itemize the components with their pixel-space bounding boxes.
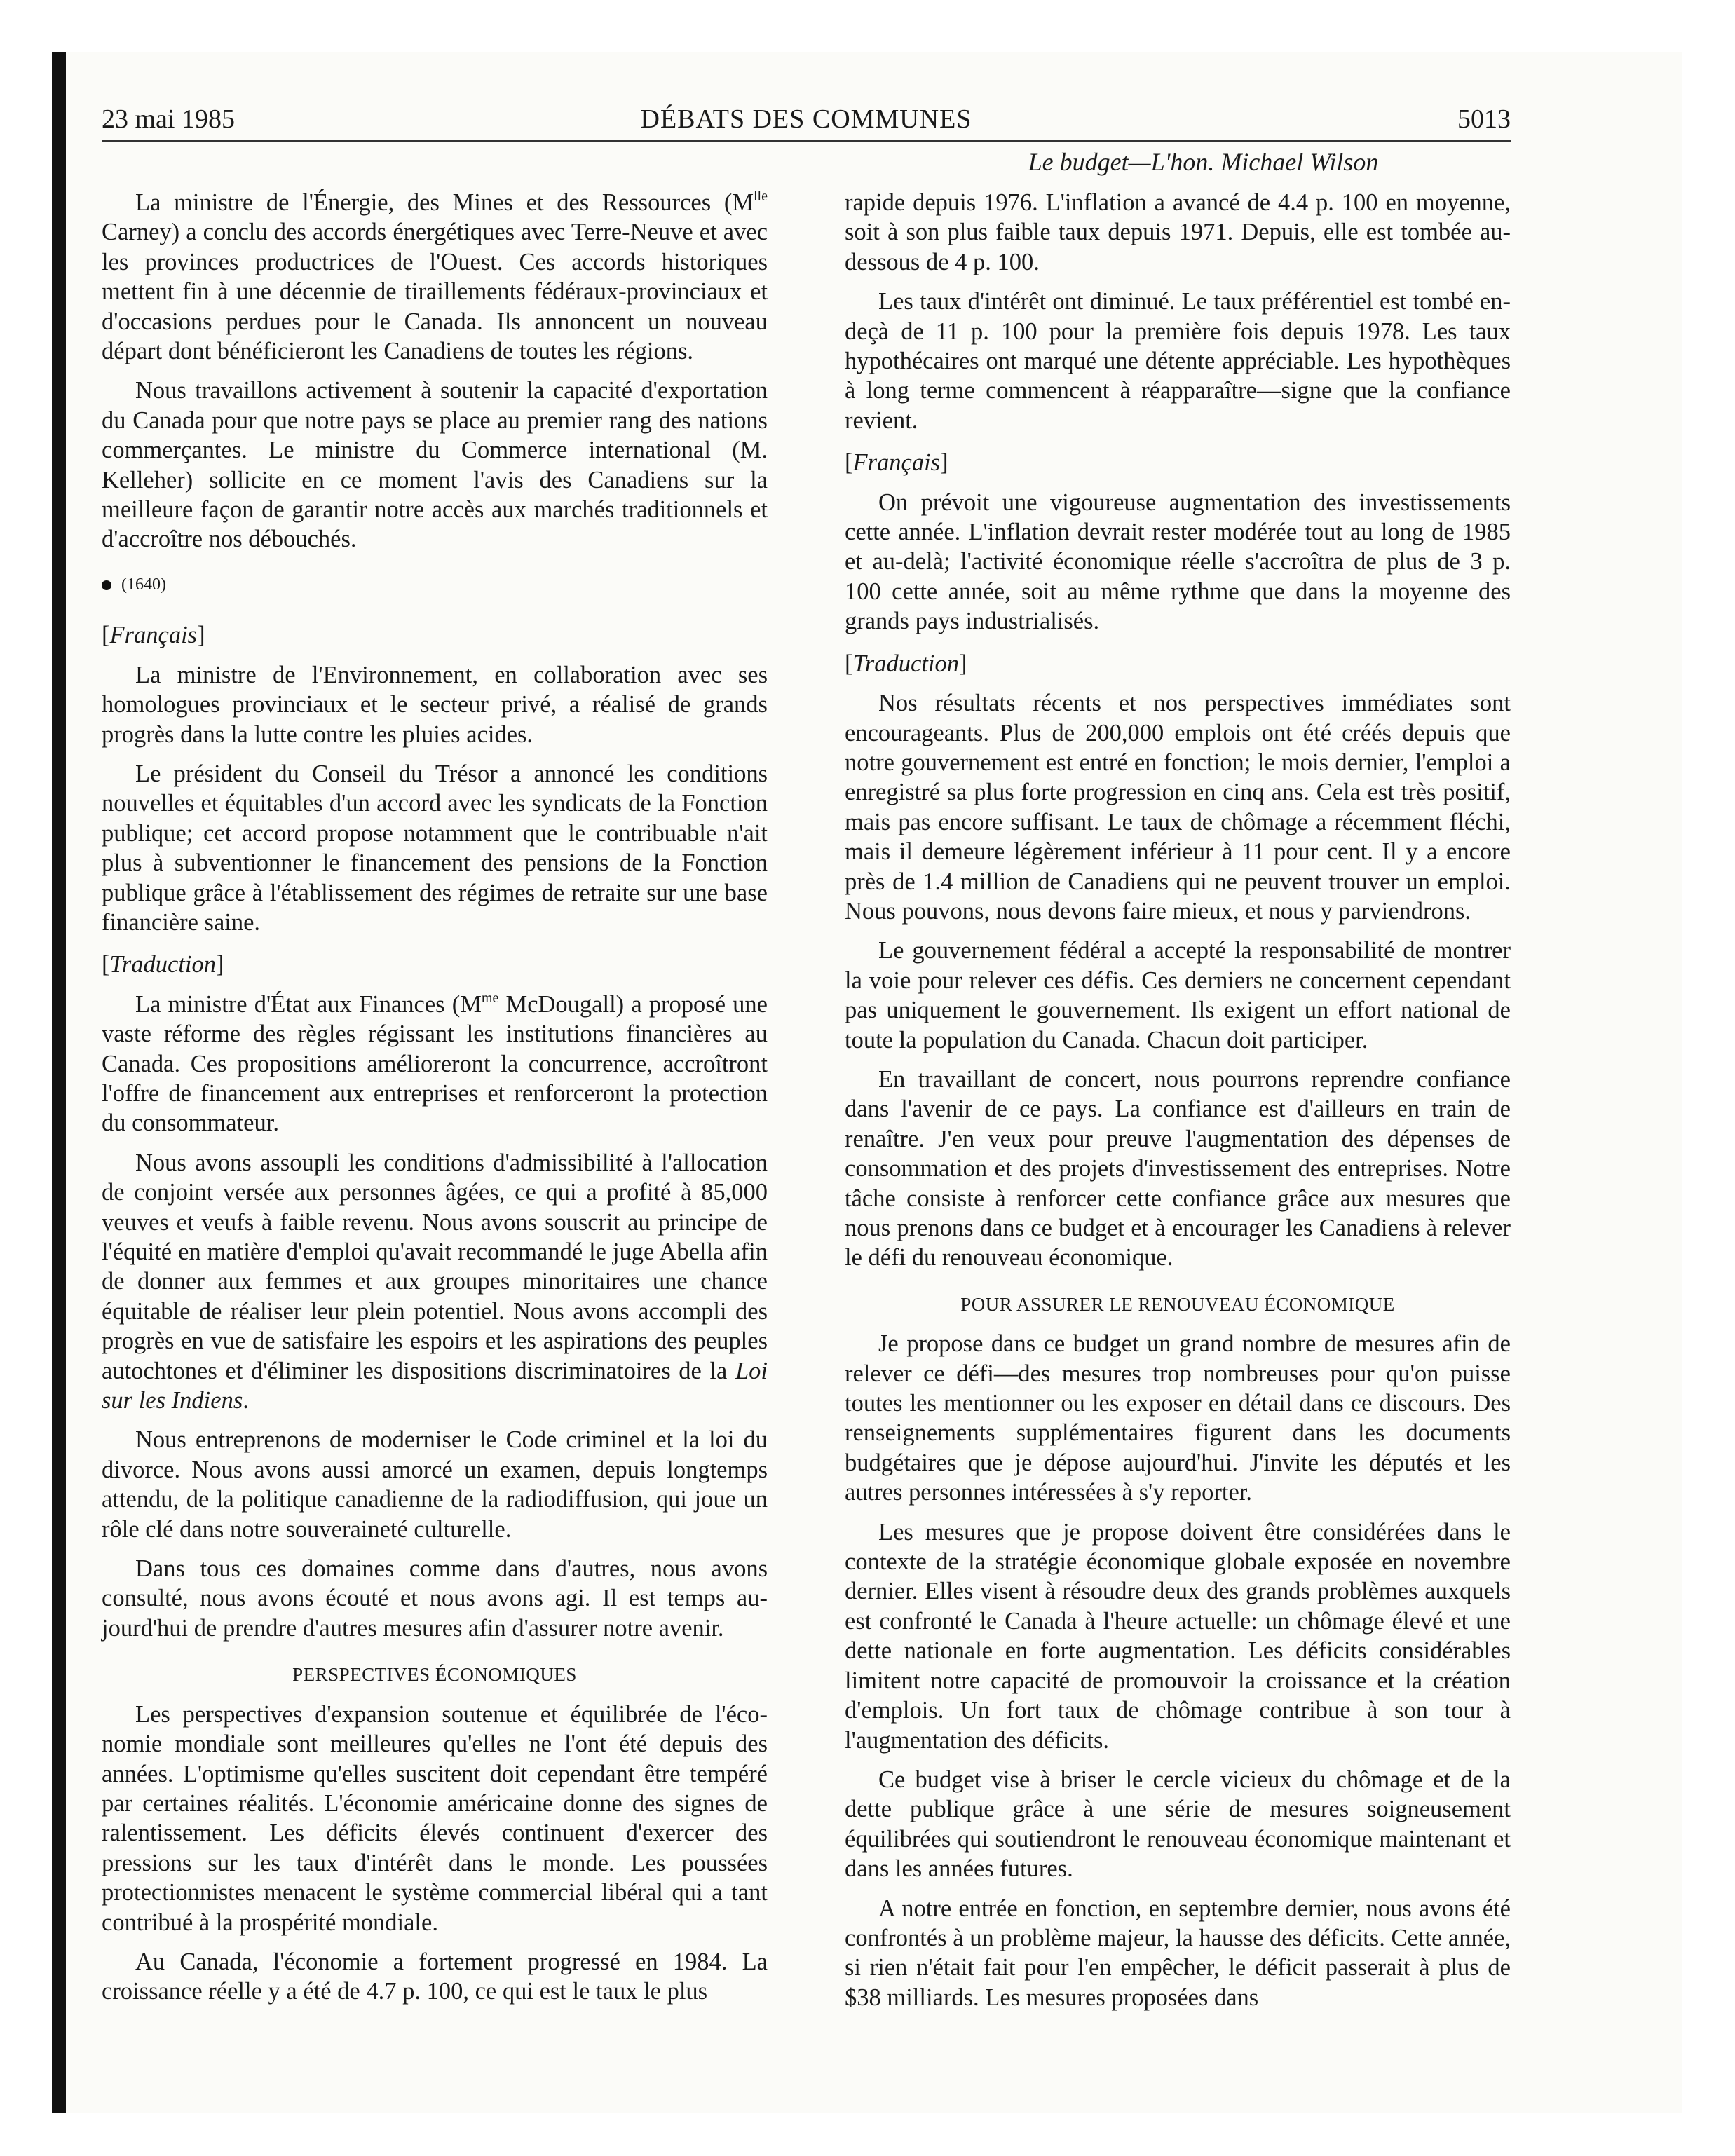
language-tag: [Traduction]	[845, 650, 967, 677]
bullet-icon	[102, 580, 111, 590]
paragraph: Nous avons assoupli les conditions d'admissibilité à l'allocation de conjoint versée aux personnes âgées, ce qui a profité à 85,000 veuves et veufs à faible revenu. Nous avons souscrit au principe de l'équité en matière d'emploi qu'avait recommandé le juge Abella afin de donner aux femmes et aux groupes minoritaires une chance équitable de réaliser leur plein potentiel. Nous avons accompli des progrès en vue de satisfaire les espoirs et les aspirations des peuples autochtones et d'éliminer les dispositions discriminatoires de la Loi sur les Indiens.	[102, 1149, 768, 1414]
paragraph: Dans tous ces domaines comme dans d'autres, nous avons consulté, nous avons écouté et nous avons agi. Il est temps aujourd'hui de prendre d'autres mesures afin d'assurer notre avenir.	[102, 1555, 768, 1642]
header-title: DÉBATS DES COMMUNES	[640, 104, 972, 134]
language-tag: [Traduction]	[102, 951, 224, 978]
timestamp: (1640)	[102, 570, 768, 599]
paragraph: Nous travaillons activement à soutenir la capacité d'exportation du Canada pour que notre pays se place au premier rang des nations commerçantes. Le ministre du Commerce international (M. Kelleher) sollicite en ce moment l'avis des Canadiens sur la meilleure façon de garantir notre accès aux marchés traditionnels et d'accroître nos débouchés.	[102, 377, 768, 553]
paragraph: A notre entrée en fonction, en septembre dernier, nous avons été confrontés à un problème majeur, la hausse des déficits. Cette année, si rien n'était fait pour l'en empêcher, le déficit passerait à plus de $38 milliards. Les mesures proposées dans	[845, 1895, 1511, 2011]
paragraph: La ministre de l'Environnement, en collaboration avec ses homologues provinciaux et le secteur privé, a réalisé de grands progrès dans la lutte contre les pluies acides.	[102, 661, 768, 748]
section-heading: POUR ASSURER LE RENOUVEAU ÉCONOMIQUE	[960, 1293, 1395, 1315]
scan-margin	[0, 0, 52, 2156]
paragraph: Les perspectives d'expansion soutenue et équilibrée de l'économie mondiale sont meilleures qu'elles ne l'ont été depuis des années. L'optimisme qu'elles suscitent doit cependant être tempéré par certaines réalités. L'économie américaine donne des signes de ralentissement. Les déficits élevés continuent d'exercer des pressions sur les taux d'intérêt dans le monde. Les poussées protectionnistes menacent le système commercial libéral qui a tant contribué à la prospérité mondiale.	[102, 1700, 768, 1936]
paragraph: Nous entreprenons de moderniser le Code criminel et la loi du divorce. Nous avons aussi amorcé un examen, depuis longtemps attendu, de la politique canadienne de la radiodiffusion, qui joue un rôle clé dans notre souveraineté culturelle.	[102, 1426, 768, 1543]
paragraph: Ce budget vise à briser le cercle vicieux du chômage et de la dette publique grâce à une série de mesures soigneusement équilibrées qui soutiendront le renouveau économique maintenant et dans les années futures.	[845, 1766, 1511, 1883]
paragraph: La ministre d'État aux Finances ($M^{me}$ McDougall) a proposé une vaste réforme des règles régissant les institutions financières au Canada. Ces propositions amélioreront la concurrence, accroîtront l'offre de financement aux entreprises et renforceront la protection du consommateur.	[102, 990, 768, 1137]
language-tag: [Français]	[102, 622, 205, 649]
paragraph: Les mesures que je propose doivent être considérées dans le contexte de la stratégie économique globale exposée en novembre dernier. Elles visent à résoudre deux des grands problèmes auxquels est confronté le Canada à l'heure actuelle: un chômage élevé et une dette nationale en forte augmentation. Les déficits considérables limitent notre capacité de promouvoir la croissance et la création d'emplois. Un fort taux de chômage contribue à son tour à l'augmentation des déficits.	[845, 1518, 1511, 1754]
section-heading: PERSPECTIVES ÉCONOMIQUES	[292, 1664, 577, 1686]
header-page-number: 5013	[1457, 104, 1511, 134]
paragraph: Au Canada, l'économie a fortement progressé en 1984. La croissance réelle y a été de 4.7 p. 100, ce qui est le taux le plus	[102, 1948, 768, 2005]
paragraph: Les taux d'intérêt ont diminué. Le taux préférentiel est tombé en-deçà de 11 p. 100 pour la première fois depuis 1978. Les taux hypothécaires ont marqué une détente appréciable. Les hypothèques à long terme commencent à réapparaître—signe que la confiance revient.	[845, 288, 1511, 434]
paragraph: rapide depuis 1976. L'inflation a avancé de 4.4 p. 100 en moyenne, soit à son plus faible taux depuis 1971. Depuis, elle est tombée au-dessous de 4 p. 100.	[845, 189, 1511, 275]
paragraph: Le gouvernement fédéral a accepté la responsabilité de montrer la voie pour relever ces défis. Ces derniers ne concernent cependant pas uniquement le gouvernement. Ils exigent un effort national de toute la population du Canada. Chacun doit participer.	[845, 937, 1511, 1053]
language-tag: [Français]	[845, 449, 948, 477]
page-header	[102, 98, 1511, 142]
running-head: Le budget—L'hon. Michael Wilson	[1028, 148, 1379, 176]
paragraph: Nos résultats récents et nos perspectives immédiates sont encourageants. Plus de 200,000 emplois ont été créés depuis que notre gouvernement est entré en fonction; le mois dernier, l'emploi a enregistré sa plus forte progression en cinq ans. Cela est très positif, mais pas encore suffisant. Le taux de chômage a récemment fléchi, mais il demeure légèrement inférieur à 11 pour cent. Il y a encore près de 1.4 million de Canadiens qui ne peuvent trouver un emploi. Nous pouvons, nous devons faire mieux, et nous y parviendrons.	[845, 690, 1511, 925]
scan-binding-shadow	[52, 52, 66, 2113]
paragraph: En travaillant de concert, nous pourrons reprendre confiance dans l'avenir de ce pays. La confiance est d'ailleurs en train de renaître. J'en veux pour preuve l'augmentation des dépenses de consommation et des projets d'investissement des entreprises. Notre tâche consiste à renforcer cette confiance grâce aux mesures que nous prenons dans ce budget et à encourager les Canadiens à relever le défi du renouveau économique.	[845, 1065, 1511, 1271]
header-date: 23 mai 1985	[102, 104, 235, 134]
paragraph: Le président du Conseil du Trésor a annoncé les conditions nouvelles et équitables d'un accord avec les syndicats de la Fonction publique; cet accord propose notamment que le contribuable n'ait plus à subventionner le financement des pensions de la Fonction publique grâce à l'établissement des régimes de retraite sur une base financière saine.	[102, 760, 768, 936]
paragraph: On prévoit une vigoureuse augmentation des investissements cette année. L'inflation devrait rester modérée tout au long de 1985 et au-delà; l'activité économique réelle s'accroîtra de plus de 3 p. 100 cette année, soit au même rythme que dans la moyenne des grands pays industrialisés.	[845, 489, 1511, 635]
paragraph: La ministre de l'Énergie, des Mines et des Ressources ($M^{lle}$ Carney) a conclu des accords énergétiques avec Terre-Neuve et avec les provinces productrices de l'Ouest. Ces accords historiques mettent fin à une décennie de tiraillements fédéraux-provinciaux et d'occasions perdues pour le Canada. Ils annoncent un nouveau départ dont bénéficieront les Canadiens de toutes les régions.	[102, 189, 768, 365]
paragraph: Je propose dans ce budget un grand nombre de mesures afin de relever ce défi—des mesures trop nombreuses pour qu'on puisse toutes les mentionner ou les exposer en détail dans ce discours. Des renseignements supplémentaires figurent dans les documents budgétaires que je dépose aujourd'hui. J'invite les députés et les autres personnes intéressées à s'y reporter.	[845, 1330, 1511, 1506]
right-column	[845, 188, 1511, 2012]
left-column	[102, 188, 768, 2007]
